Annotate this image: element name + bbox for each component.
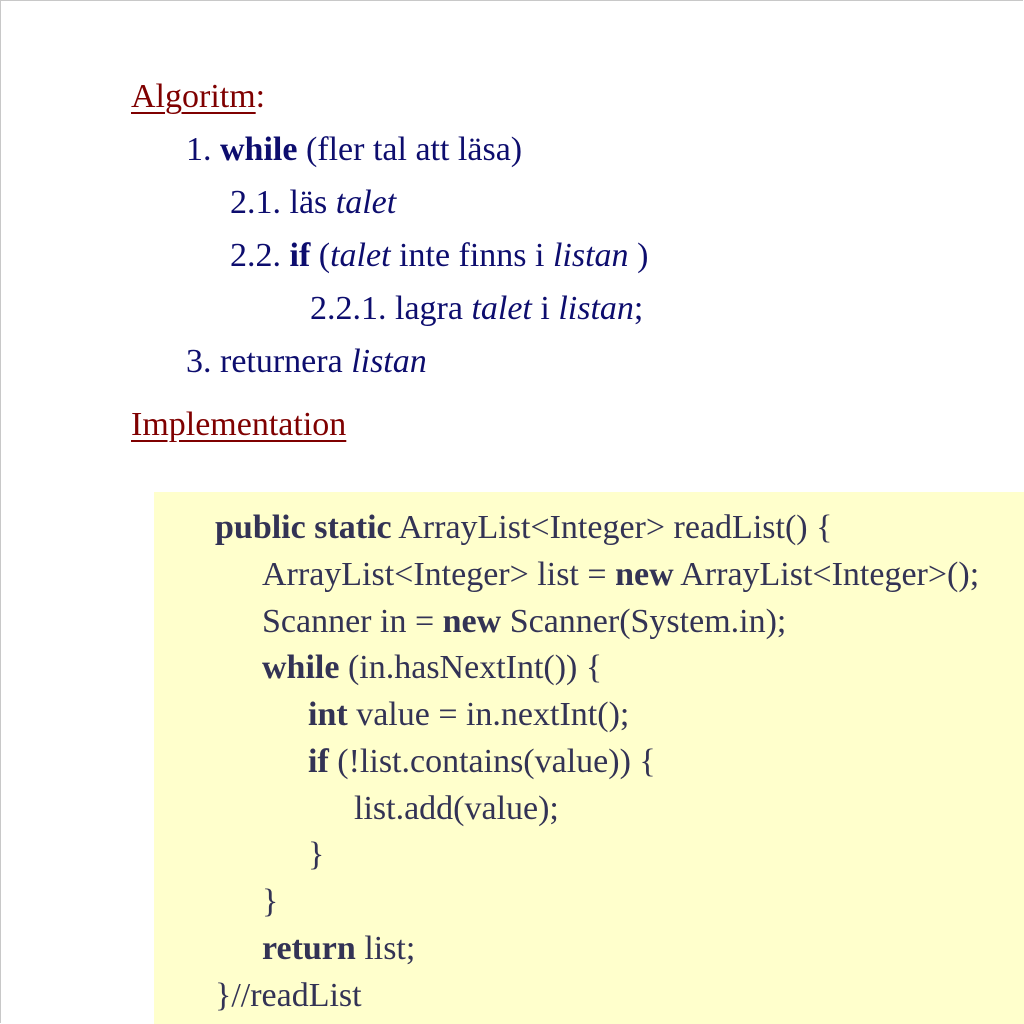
code-keyword: int bbox=[308, 696, 348, 733]
code-keyword: new bbox=[442, 603, 502, 640]
step-text: returnera bbox=[220, 343, 352, 380]
implementation-heading bbox=[131, 405, 346, 445]
code-keyword: public static bbox=[215, 509, 392, 546]
step-number: 2.1. bbox=[230, 184, 290, 221]
step-text: inte finns i bbox=[390, 237, 553, 274]
code-text: ArrayList<Integer> readList() { bbox=[391, 509, 833, 546]
code-text: (!list.contains(value)) { bbox=[328, 743, 656, 780]
algorithm-step bbox=[186, 342, 427, 382]
step-number: 2.2. bbox=[230, 237, 290, 274]
step-number: 1. bbox=[186, 131, 220, 168]
algorithm-heading-colon: : bbox=[255, 78, 266, 115]
step-text: while bbox=[220, 131, 298, 168]
step-text: talet bbox=[330, 237, 391, 274]
step-text: listan bbox=[351, 343, 427, 380]
code-keyword: return bbox=[262, 930, 356, 967]
code-text: list.add(value); bbox=[354, 790, 559, 827]
step-number: 2.2.1. bbox=[310, 290, 395, 327]
step-text: (fler tal att läsa) bbox=[297, 131, 523, 168]
code-line bbox=[308, 835, 324, 875]
code-keyword: new bbox=[615, 556, 674, 593]
step-number: 3. bbox=[186, 343, 220, 380]
code-text: Scanner in = bbox=[262, 603, 443, 640]
code-text: value = in.nextInt(); bbox=[347, 696, 630, 733]
step-text: talet bbox=[471, 290, 532, 327]
code-line bbox=[308, 695, 629, 735]
code-text: Scanner(System.in); bbox=[501, 603, 787, 640]
step-text: ; bbox=[633, 290, 644, 327]
step-text: i bbox=[531, 290, 559, 327]
code-block bbox=[154, 492, 1024, 1024]
step-text: listan bbox=[558, 290, 634, 327]
algorithm-step bbox=[230, 183, 396, 223]
code-line bbox=[262, 929, 415, 969]
code-text: ArrayList<Integer> list = bbox=[262, 556, 616, 593]
code-line bbox=[262, 602, 786, 642]
code-text: } bbox=[262, 883, 279, 920]
code-line bbox=[354, 789, 559, 829]
code-keyword: if bbox=[308, 743, 329, 780]
code-line bbox=[215, 976, 362, 1016]
step-text: ) bbox=[628, 237, 649, 274]
algorithm-heading-text: Algoritm bbox=[131, 78, 256, 115]
step-text: ( bbox=[310, 237, 331, 274]
step-text: if bbox=[289, 237, 311, 274]
algorithm-step bbox=[186, 130, 522, 170]
code-text: (in.hasNextInt()) { bbox=[339, 649, 603, 686]
step-text: talet bbox=[335, 184, 397, 221]
code-line bbox=[262, 882, 278, 922]
step-text: läs bbox=[289, 184, 336, 221]
step-text: listan bbox=[552, 237, 629, 274]
code-text: }//readList bbox=[215, 977, 362, 1014]
code-line bbox=[262, 648, 602, 688]
code-keyword: while bbox=[262, 649, 340, 686]
code-text: list; bbox=[355, 930, 416, 967]
step-text: lagra bbox=[395, 290, 472, 327]
algorithm-step bbox=[310, 289, 643, 329]
code-line bbox=[215, 508, 832, 548]
code-line bbox=[262, 555, 979, 595]
algorithm-step bbox=[230, 236, 648, 276]
algorithm-heading bbox=[131, 77, 265, 117]
code-line bbox=[308, 742, 656, 782]
code-text: } bbox=[308, 836, 325, 873]
implementation-heading-text: Implementation bbox=[131, 406, 347, 443]
code-text: ArrayList<Integer>(); bbox=[673, 556, 980, 593]
